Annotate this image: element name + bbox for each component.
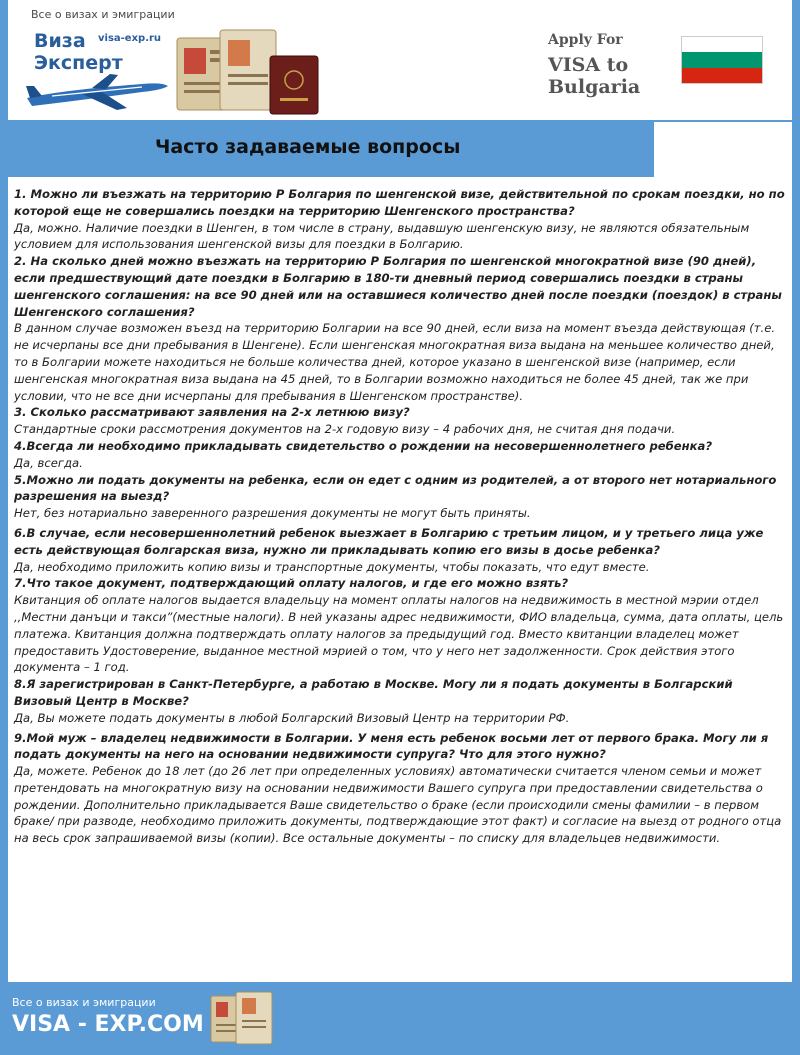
logo-line1: Виза [34, 30, 86, 52]
logo-site: visa-exp.ru [98, 33, 162, 44]
footer-caption: Все о визах и эмиграции [12, 996, 156, 1009]
faq-item [14, 186, 786, 253]
bulgaria-flag-icon [681, 36, 763, 84]
faq-question: 4.Всегда ли необходимо прикладывать свидетельство о рождении на несовершеннолетнего ребенка? [14, 438, 713, 453]
logo[interactable] [22, 24, 322, 116]
faq-answer: Да, Вы можете подать документы в любой Болгарский Визовый Центр на территории РФ. [14, 710, 570, 725]
faq-answer: Нет, без нотариально заверенного разрешения документы не могут быть приняты. [14, 506, 531, 521]
airplane-icon [22, 60, 172, 115]
apply-for: Apply For [548, 32, 623, 48]
faq-question: 2. На сколько дней можно въезжать на территорию Р Болгария по шенгенской многократной визе (90 дней), если предшествующий дате поездки в Болгарию в 180-ти дневный период совершались поездки в страны шенгенского соглашения: на все 90 дней или на оставшиеся количество дней после поездки (поездок) в страны Шенгенского соглашения? [14, 254, 782, 319]
footer [0, 982, 800, 1055]
visa-to: VISA to [548, 54, 629, 76]
faq-answer: Да, всегда. [14, 455, 83, 470]
title-band-right [654, 122, 792, 177]
title-band [8, 122, 654, 177]
top-caption: Все о визах и эмиграции [31, 8, 175, 21]
faq-question: 5.Можно ли подать документы на ребенка, если он едет с одним из родителей, а от второго нет нотариального разрешения на выезд? [14, 472, 777, 504]
faq-item [14, 253, 786, 404]
faq-item [14, 730, 786, 848]
faq-question: 1. Можно ли въезжать на территорию Р Болгария по шенгенской визе, действительной по срокам поездки, но по которой еще не совершались поездки на территорию Шенгенского пространства? [14, 187, 785, 218]
flag-stripe-red [682, 68, 762, 83]
faq-item [14, 525, 786, 575]
header [8, 0, 792, 120]
faq-answer: Да, можно. Наличие поездки в Шенген, в том числе в страну, выдавшую шенгенскую визу, не являются обязательным условием для использования шенгенской визы для поездки в Болгарию. [14, 220, 750, 252]
faq-answer: Да, можете. Ребенок до 18 лет (до 26 лет при определенных условиях) автоматически считается членом семьи и может претендовать на многократную визу на основании недвижимости Вашего супруга при предоставлении свидетельства о рождении. Дополнительно прикладывается Ваше свидетельство о браке (если происходили смены фамилии – в первом браке/ при разводе, необходимо приложить документы, подтверждающие этот факт) и согласие на выезд от родного отца на весь срок запрашиваемой визы (копии). Все остальные документы – по списку для владельцев недвижимости. [14, 764, 782, 846]
faq-question: 6.В случае, если несовершеннолетний ребенок выезжает в Болгарию с третьим лицом, и у третьего лица уже есть действующая болгарская виза, нужно ли прикладывать копию его визы в досье ребенка? [14, 525, 764, 557]
footer-site-link[interactable]: VISA - EXP.COM [12, 1012, 204, 1037]
country-name: Bulgaria [548, 76, 641, 98]
faq-item [14, 676, 786, 726]
apply-block [548, 32, 668, 98]
passports-icon [172, 26, 322, 116]
flag-stripe-white [682, 37, 762, 52]
faq-item [14, 438, 786, 472]
logo-line2: Эксперт [34, 52, 123, 74]
faq-answer: Да, необходимо приложить копию визы и транспортные документы, чтобы показать, что едут вместе. [14, 559, 650, 574]
page-title: Часто задаваемые вопросы [155, 136, 461, 158]
faq-item [14, 404, 786, 438]
flag-stripe-green [682, 52, 762, 67]
faq-content [8, 177, 792, 982]
faq-answer: Квитанция об оплате налогов выдается владельцу на момент оплаты налогов на недвижимость в местной мэрии отдел ,,Местни данъци и такси”(местные налоги). В ней указаны адрес недвижимости, ФИО владельца, сумма, дата оплаты, цель платежа. Квитанция должна подтверждать оплату налогов за предыдущий год. Вместо квитанции владелец может предоставить Удостоверение, выданное местной мэрией о том, что у него нет задолженности. Срок действия этого документа – 1 год. [14, 593, 784, 675]
faq-question: 7.Что такое документ, подтверждающий оплату налогов, и где его можно взять? [14, 576, 569, 591]
faq-item [14, 575, 786, 676]
faq-answer: В данном случае возможен въезд на территорию Болгарии на все 90 дней, если виза на момент въезда действующая (т.е. не исчерпаны все дни пребывания в Шенгене). Если шенгенская многократная виза выдана на меньшее количество дней, то в Болгарии можете находиться не больше количества дней, которое указано в шенгенской визе (например, если шенгенская многократная виза выдана на 45 дней, то в Болгарии возможно находиться не более 45 дней, так же при условии, что не все дни исчерпаны для пребывания в Шенгенском пространстве). [14, 321, 776, 403]
faq-item [14, 472, 786, 522]
faq-question: 3. Сколько рассматривают заявления на 2-х летнюю визу? [14, 405, 410, 420]
faq-question: 9.Мой муж – владелец недвижимости в Болгарии. У меня есть ребенок восьми лет от первого брака. Могу ли я подать документы на него на основании недвижимости супруга? Что для этого нужно? [14, 730, 769, 762]
passports-icon [208, 990, 278, 1050]
faq-question: 8.Я зарегистрирован в Санкт-Петербурге, а работаю в Москве. Могу ли я подать документы в Болгарский Визовый Центр в Москве? [14, 677, 733, 708]
faq-answer: Стандартные сроки рассмотрения документов на 2-х годовую визу – 4 рабочих дня, не считая дня подачи. [14, 422, 676, 437]
